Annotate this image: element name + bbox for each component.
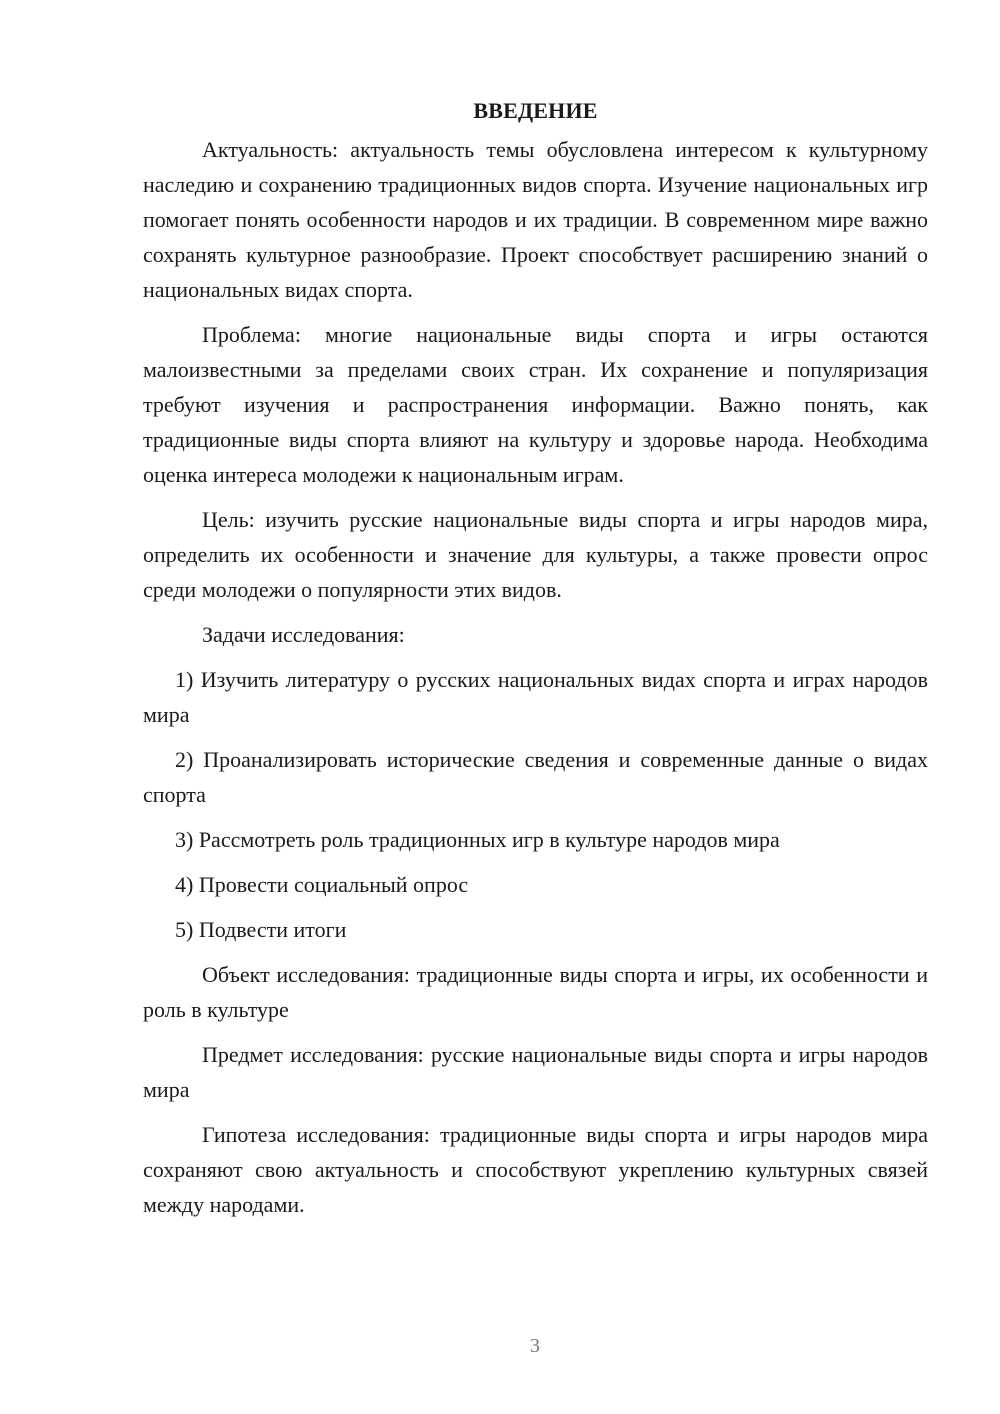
task-item-5: 5) Подвести итоги bbox=[175, 917, 347, 942]
page-content bbox=[143, 96, 928, 1232]
paragraph-problem: Проблема: многие национальные виды спорта и игры остаются малоизвестными за пределами своих стран. Их сохранение и популяризация требуют изучения и распространения информации. Важно понять, как традиционные виды спорта влияют на культуру и здоровье народа. Необходима оценка интереса молодежи к национальным играм. bbox=[143, 322, 928, 487]
paragraph-goal: Цель: изучить русские национальные виды спорта и игры народов мира, определить их особенности и значение для культуры, а также провести опрос среди молодежи о популярности этих видов. bbox=[143, 507, 928, 602]
section-title: ВВЕДЕНИЕ bbox=[473, 98, 598, 123]
paragraph-relevance: Актуальность: актуальность темы обусловлена интересом к культурному наследию и сохранению традиционных видов спорта. Изучение национальных игр помогает понять особенности народов и их традиции. В современном мире важно сохранять культурное разнообразие. Проект способствует расширению знаний о национальных видах спорта. bbox=[143, 137, 928, 302]
task-item-4: 4) Провести социальный опрос bbox=[175, 872, 469, 897]
task-item-3: 3) Рассмотреть роль традиционных игр в культуре народов мира bbox=[175, 827, 780, 852]
tasks-heading: Задачи исследования: bbox=[202, 622, 405, 647]
task-item-1: 1) Изучить литературу о русских национальных видах спорта и играх народов мира bbox=[143, 667, 928, 727]
task-item-2: 2) Проанализировать исторические сведения и современные данные о видах спорта bbox=[143, 747, 928, 807]
paragraph-subject: Предмет исследования: русские национальные виды спорта и игры народов мира bbox=[143, 1042, 928, 1102]
paragraph-hypothesis: Гипотеза исследования: традиционные виды спорта и игры народов мира сохраняют свою актуальность и способствуют укреплению культурных связей между народами. bbox=[143, 1122, 928, 1217]
page-number: 3 bbox=[530, 1335, 540, 1357]
paragraph-object: Объект исследования: традиционные виды спорта и игры, их особенности и роль в культуре bbox=[143, 962, 928, 1022]
